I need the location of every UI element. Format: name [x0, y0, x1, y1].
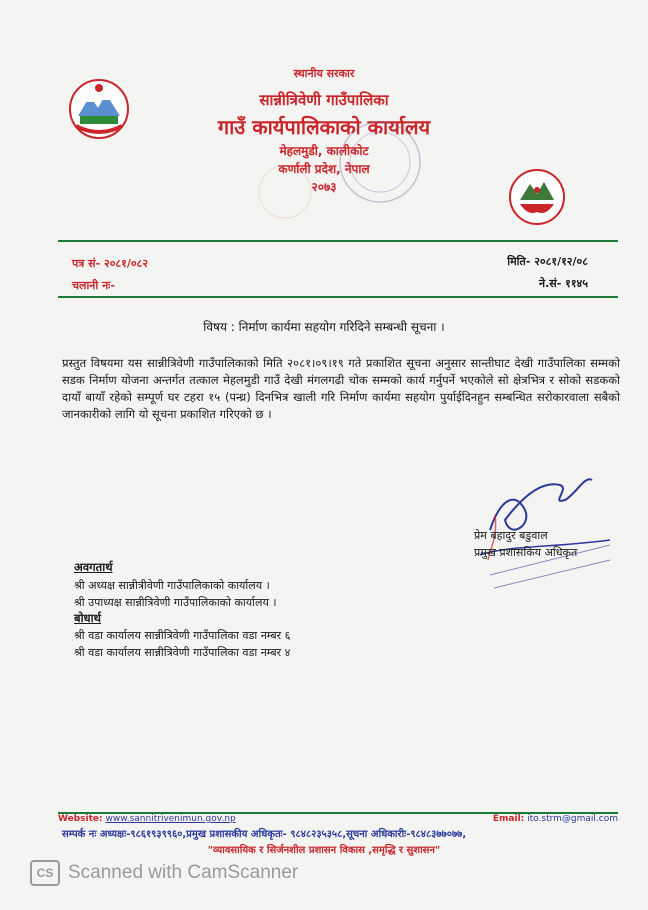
email-link[interactable]: ito.strm@gmail.com: [527, 814, 618, 824]
email-label: Email:: [492, 814, 525, 824]
signatory-title: प्रमुख प्रशासकिय अधिकृत: [474, 546, 578, 559]
camscanner-text: Scanned with CamScanner: [68, 862, 299, 883]
camscanner-icon: CS: [30, 860, 60, 886]
cc-heading-information: अवगतार्थ: [74, 560, 113, 574]
municipality-logo: [508, 168, 566, 226]
camscanner-watermark: [30, 860, 298, 886]
header-year: २०७३: [311, 180, 337, 194]
cc-item: श्री उपाध्यक्ष सान्नीत्रिवेणी गाउँपालिकाको कार्यालय ।: [74, 596, 277, 609]
header-office-title: गाउँ कार्यपालिकाको कार्यालय: [217, 115, 431, 139]
signatory-name: प्रेम बहादुर बडुवाल: [474, 529, 548, 542]
footer-slogan: "व्यावसायिक र सिर्जनशील प्रशासन विकास ,समृद्धि र सुशासन": [207, 845, 441, 856]
header-province: कर्णाली प्रदेश, नेपाल: [278, 162, 370, 176]
footer-contact-web: [58, 814, 618, 824]
cc-heading-action: बोधार्थ: [74, 611, 101, 625]
website[interactable]: [58, 814, 236, 824]
cc-item: श्री वडा कार्यालय सान्नीत्रिवेणी गाउँपालिका वडा नम्बर ४: [74, 646, 291, 659]
date: मिति- २०८१/१२/०८: [507, 255, 588, 268]
header-divider: [58, 240, 618, 242]
office-stamp: [255, 112, 445, 232]
chalani-number: चलानी नः-: [72, 279, 115, 292]
notice-body: प्रस्तुत विषयमा यस सान्नीत्रिवेणी गाउँपालिकाको मिति २०८१।०९।१९ गते प्रकाशित सूचना अनुसार सान्तीघाट देखी गाउँपालिका सम्मको सडक निर्माण योजना अन्तर्गत तत्काल मेहलमुडी गाउँ देखी मंगलगढी चोक सम्मको कार्य गर्नुपर्ने भएकोले सो क्षेत्रभित्र र सोको सडकको दायाँ बायाँ रहेको सम्पूर्ण घर टहरा १५ (पन्ध्र) दिनभित्र खाली गरि निर्माण कार्यमा सहयोग पुर्याईदिनहुन सम्बन्धित सरोकारवाला सबैको जानकारीको लागि यो सूचना प्रकाशित गरिएको छ ।: [62, 356, 620, 421]
patra-number: पत्र सं- २०८१/०८२: [72, 257, 149, 270]
email[interactable]: [493, 814, 618, 824]
header-municipality-name: सान्नीत्रिवेणी गाउँपालिका: [259, 91, 389, 109]
footer-phone-numbers: सम्पर्क नः अध्यक्षः-९८६१९३९९६०,प्रमुख प्रशासकीय अधिकृतः- ९८४८२३५३५८,सूचना अधिकारीः-९८४८३७७०७७,: [62, 829, 467, 840]
cc-item: श्री वडा कार्यालय सान्नीत्रिवेणी गाउँपालिका वडा नम्बर ६: [74, 629, 291, 642]
cc-item: श्री अध्यक्ष सान्नीत्रीवेणी गाउँपालिकाको कार्यालय ।: [74, 579, 270, 592]
website-label: Website:: [58, 814, 103, 824]
header-address: मेहलमुडी, कालीकोट: [279, 144, 369, 158]
header-local-government: स्थानीय सरकार: [293, 67, 355, 80]
meta-divider: [58, 296, 618, 298]
website-link[interactable]: www.sannitrivenimun.gov.np: [105, 814, 236, 824]
subject-line: विषय : निर्माण कार्यमा सहयोग गरिदिने सम्बन्धी सूचना ।: [203, 320, 445, 334]
nepal-sambat: ने.सं- ११४५: [539, 277, 588, 290]
